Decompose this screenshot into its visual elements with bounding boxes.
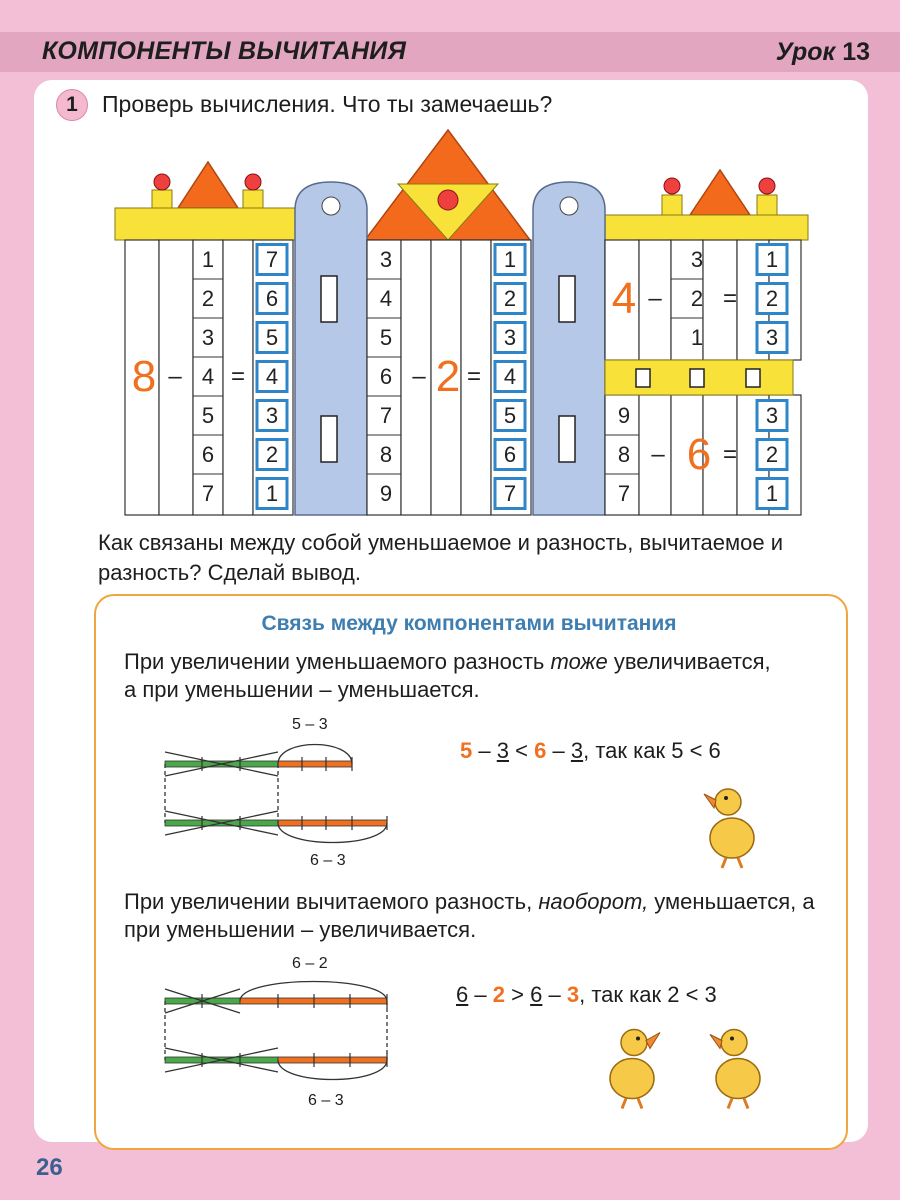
block3-bottom-difference: 2 [765,442,779,467]
comparison-2-minus-2: – [548,982,561,1007]
block1-difference: 3 [265,403,279,428]
block2-equals: = [466,363,482,390]
duck-icon-left [604,1018,664,1113]
block3-top-subtrahend: 1 [690,325,704,350]
rule-title: Связь между компонентами вычитания [261,612,677,635]
block3-top-difference: 2 [765,286,779,311]
block3-top-difference: 3 [765,325,779,350]
block1-subtrahend: 6 [201,442,215,467]
comparison-1-a: 5 [460,738,473,763]
block1-minuend: 8 [131,352,157,401]
diagram-2-label-bottom: 6 – 3 [308,1092,344,1109]
lesson-number: 13 [842,38,870,66]
duck-icon-right [706,1018,766,1113]
comparison-1-sign: < [515,738,528,763]
block1-difference: 1 [265,481,279,506]
comparison-2-minus-1: – [474,982,487,1007]
block3-bottom-difference: 1 [765,481,779,506]
duck-icon [700,780,760,870]
block2-subtrahend: 2 [435,352,461,401]
block2-difference: 7 [503,481,517,506]
comparison-1-minus-1: – [478,738,491,763]
block2-minuend: 4 [379,286,393,311]
block2-difference: 5 [503,403,517,428]
block1-equals: = [230,363,246,390]
comparison-1-c: 6 [534,738,547,763]
block3-bottom-subtrahend: 6 [686,430,712,479]
comparison-2-c: 6 [530,982,543,1007]
comparison-2-sign: > [511,982,524,1007]
block1-subtrahend: 1 [201,247,215,272]
rule-1-part1: При увеличении уменьшаемого разность [124,649,551,674]
block2-minuend: 3 [379,247,393,272]
block1-difference: 7 [265,247,279,272]
question-text: Как связаны между собой уменьшаемое и разность, вычитаемое и разность? Сделай вывод. [98,530,783,585]
block2-minuend: 5 [379,325,393,350]
rule-2-part2: уменьшается, а при уменьшении – увеличивается. [124,889,815,942]
comparison-2-reason: , так как 2 < 3 [579,982,717,1007]
task-number-badge: 1 [56,89,88,121]
comparison-2-a: 6 [456,982,469,1007]
comparison-2-b: 2 [492,982,505,1007]
comparison-1-b: 3 [496,738,509,763]
comparison-1-reason: , так как 5 < 6 [583,738,721,763]
page-number: 26 [36,1154,63,1181]
block3-bottom-minuend: 9 [617,403,631,428]
block1-subtrahend: 7 [201,481,215,506]
block2-minuend: 6 [379,364,393,389]
block3-top-subtrahend: 3 [690,247,704,272]
section-title: КОМПОНЕНТЫ ВЫЧИТАНИЯ [42,37,407,65]
comparison-2 [456,982,717,1008]
block1-difference: 4 [265,364,279,389]
block2-difference: 3 [503,325,517,350]
block2-minuend: 8 [379,442,393,467]
block2-minuend: 7 [379,403,393,428]
block1-subtrahend: 3 [201,325,215,350]
block1-minus: – [168,363,182,390]
comparison-1-d: 3 [570,738,584,763]
diagram-2-label-top: 6 – 2 [292,955,328,972]
block3-bottom-minuend: 8 [617,442,631,467]
block1-subtrahend: 2 [201,286,215,311]
block2-difference: 4 [503,364,517,389]
rule-1-part2: увеличивается, а при уменьшении – уменьшается. [124,649,771,702]
block3-top-minus: – [648,285,662,312]
block3-bottom-minus: – [651,441,665,468]
rule-2-part1: При увеличении вычитаемого разность, [124,889,539,914]
block1-subtrahend: 4 [201,364,215,389]
block3-top-equals: = [722,285,738,312]
block2-difference: 6 [503,442,517,467]
block2-difference: 2 [503,286,517,311]
comparison-1-minus-2: – [552,738,565,763]
diagram-2-orange-segment-2 [278,1057,387,1063]
block3-top-difference: 1 [765,247,779,272]
block3-top-subtrahend: 2 [690,286,704,311]
block1-difference: 6 [265,286,279,311]
task-text: Проверь вычисления. Что ты замечаешь? [102,91,553,117]
block3-bottom-minuend: 7 [617,481,631,506]
block2-minus: – [412,363,426,390]
block2-minuend: 9 [379,481,393,506]
block1-subtrahend: 5 [201,403,215,428]
block1-difference: 2 [265,442,279,467]
block1-difference: 5 [265,325,279,350]
lesson-word: Урок [775,38,836,66]
rule-2-emphasis: наоборот, [538,889,649,914]
block3-top-minuend: 4 [611,274,637,323]
block3-bottom-difference: 3 [765,403,779,428]
comparison-2-d: 3 [566,982,580,1007]
diagram-1-label-bottom: 6 – 3 [310,852,346,869]
diagram-1-label-top: 5 – 3 [292,716,328,733]
block2-difference: 1 [503,247,517,272]
block3-bottom-equals: = [722,441,738,468]
rule-1-emphasis: тоже [550,649,608,674]
